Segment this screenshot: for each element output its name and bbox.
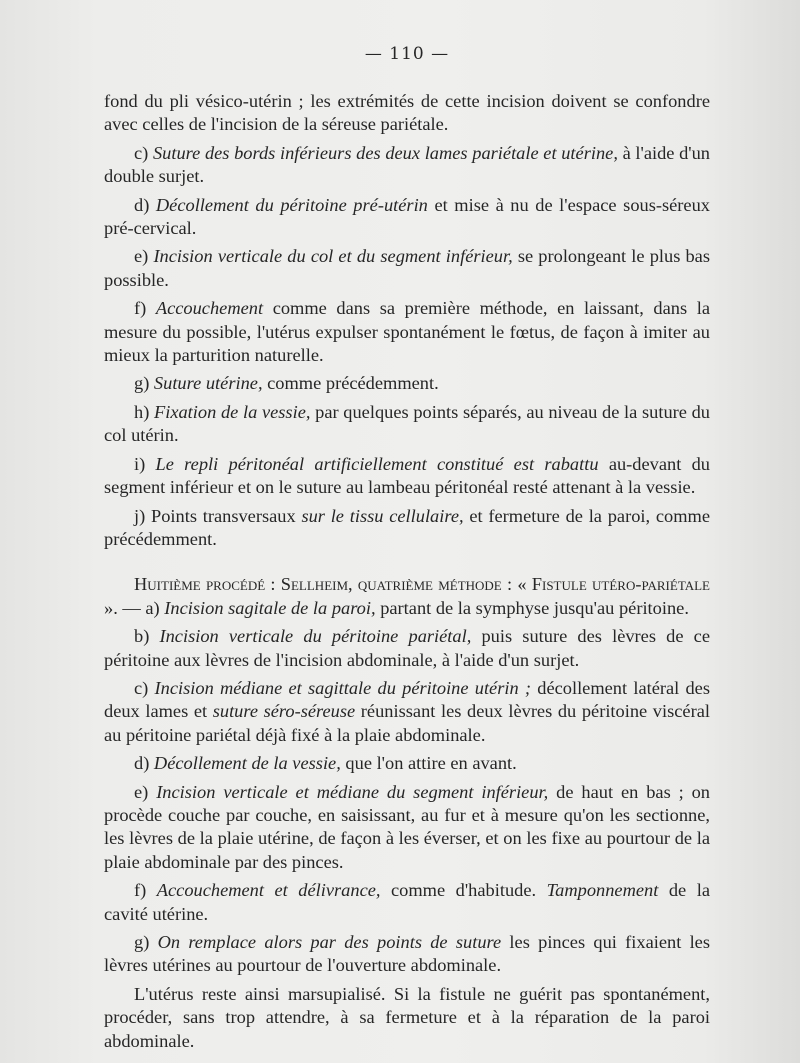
italic-text: Suture des bords inférieurs des deux lames pariétale et utérine, [152,142,618,163]
text: les pinces qui fixaient les lèvres utérines au pourtour de l'ouverture abdominale. [104,932,711,976]
italic-text: Incision verticale et médiane du segment inférieur, [156,781,549,802]
italic-text: Le repli péritonéal artificiellement constitué est rabattu [155,453,599,474]
paragraph [104,879,710,926]
italic-text: Fixation de la vessie, [153,401,311,422]
text: et fermeture de la paroi, comme précédemment. [104,505,710,549]
text: réunissant les deux lèvres du péritoine viscéral au péritoine pariétal déjà fixé à la plaie abdominale. [104,701,710,745]
italic-text: Incision verticale du péritoine pariétal, [159,626,472,647]
item-prefix: h) [134,401,154,422]
text: puis suture des lèvres de ce péritoine aux lèvres de l'incision abdominale, à l'aide d'un surjet. [104,626,710,670]
paragraph [104,372,710,395]
paragraph [104,297,710,367]
text: partant de la symphyse jusqu'au péritoine. [375,597,689,618]
item-prefix: e) [134,246,154,267]
item-prefix: — a) [117,597,165,618]
italic-text: Accouchement et délivrance, [156,880,381,901]
paragraph [104,677,710,747]
item-prefix: f) [134,880,157,901]
italic-text: Accouchement [155,298,264,319]
text: comme dans sa première méthode, en laissant, dans la mesure du possible, l'utérus expulser spontanément le fœtus, de façon à imiter au mieux la parturition naturelle. [104,298,710,366]
item-prefix: c) [134,677,155,698]
italic-text: sur le tissu cellulaire, [301,505,464,526]
item-prefix: i) [134,453,156,474]
italic-text: Décollement du péritoine pré-utérin [155,194,428,215]
paragraph [104,625,710,672]
text: à l'aide d'un double surjet. [104,142,710,187]
text: que l'on attire en avant. [340,753,517,774]
text: se prolongeant le plus bas possible. [104,246,711,290]
item-prefix: f) [134,298,156,319]
paragraph [104,245,710,292]
text: de haut en bas ; on procède couche par couche, en saisissant, au fur et à mesure qu'on les sectionne, les lèvres de la plaie utérine, de façon à les éverser, et on les fixe au pourtour de la plaie abdominale par des pinces. [104,781,711,872]
section-paragraph [104,573,710,620]
item-prefix: j) Points transversaux [134,505,302,526]
text: comme précédemment. [262,373,439,394]
italic-text: suture séro-séreuse [212,701,356,722]
page-number: — 110 — [364,44,450,64]
item-prefix: g) [134,932,158,952]
paragraph [104,401,710,448]
item-prefix: b) [134,626,160,647]
item-prefix: d) [134,753,154,774]
text: comme d'habitude. [380,880,547,901]
paragraph [104,781,710,875]
paragraph [104,453,710,500]
italic-text: On remplace alors par des points de suture [157,932,502,952]
text: par quelques points séparés, au niveau de la suture du col utérin. [104,401,710,446]
item-prefix: g) [134,373,154,394]
text: décollement latéral des deux lames et [104,677,710,722]
paragraph: fond du pli vésico-utérin ; les extrémités de cette incision doivent se confondre avec celles de l'incision de la séreuse pariétale. [104,91,710,135]
italic-text: Incision sagitale de la paroi, [164,597,376,618]
paragraph: L'utérus reste ainsi marsupialisé. Si la fistule ne guérit pas spontanément, procéder, sans trop attendre, à sa fermeture et à la réparation de la paroi abdominale. [104,983,710,1051]
paragraph [104,505,710,552]
section-heading: Huitième procédé : Sellheim, quatrième méthode : « Fistule utéro-pariétale ». [104,574,710,618]
item-prefix: d) [134,194,156,215]
text: de la cavité utérine. [104,880,710,924]
text: et mise à nu de l'espace sous-séreux pré-cervical. [104,194,710,239]
item-prefix: e) [134,781,157,802]
italic-text: Incision verticale du col et du segment inférieur, [153,246,513,267]
italic-text: Décollement de la vessie, [153,753,341,774]
body-text [104,90,710,1053]
italic-text: Incision médiane et sagittale du péritoine utérin ; [154,677,532,698]
text: au-devant du segment inférieur et on le suture au lambeau péritonéal resté attenant à la vessie. [104,453,710,498]
item-prefix: c) [134,142,153,163]
paragraph [104,194,710,241]
italic-text: Tamponnement [546,880,659,901]
italic-text: Suture utérine, [153,373,263,394]
paragraph [104,752,710,775]
paragraph [104,142,710,189]
paragraph [104,931,710,978]
